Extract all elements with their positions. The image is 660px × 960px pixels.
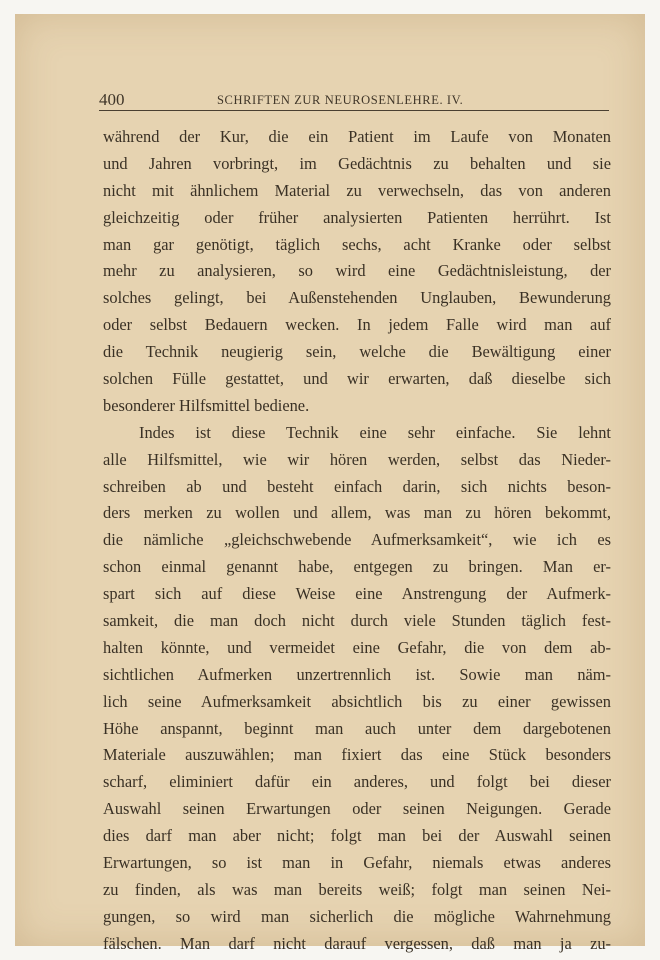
text-line: Höhe anspannt, beginnt man auch unter dem dargebotenen xyxy=(103,718,611,738)
text-line: dies darf man aber nicht; folgt man bei der Auswahl seinen xyxy=(103,826,611,846)
text-line: die Technik neugierig sein, welche die Bewältigung einer xyxy=(103,342,611,362)
text-line: mehr zu analysieren, so wird eine Gedächtnisleistung, der xyxy=(103,261,611,281)
text-line: solchen Fülle gestattet, und wir erwarten, daß dieselbe sich xyxy=(103,369,611,389)
text-line: Indes ist diese Technik eine sehr einfache. Sie lehnt xyxy=(139,422,611,442)
page-number: 400 xyxy=(99,90,125,109)
text-line: und Jahren vorbringt, im Gedächtnis zu behalten und sie xyxy=(103,153,611,173)
text-line: solches gelingt, bei Außenstehenden Unglauben, Bewunderung xyxy=(103,288,611,308)
text-line: schon einmal genannt habe, entgegen zu bringen. Man er- xyxy=(103,557,611,577)
text-line: besonderer Hilfsmittel bediene. xyxy=(103,395,310,415)
text-line: ders merken zu wollen und allem, was man zu hören bekommt, xyxy=(103,503,611,523)
text-line: während der Kur, die ein Patient im Laufe von Monaten xyxy=(103,127,611,146)
text-line: scharf, eliminiert dafür ein anderes, und folgt bei dieser xyxy=(103,772,611,792)
text-line: schreiben ab und besteht einfach darin, sich nichts beson- xyxy=(103,476,611,496)
body-text xyxy=(103,124,611,958)
text-line: sichtlichen Aufmerken unzertrennlich ist. Sowie man näm- xyxy=(103,664,611,684)
text-line: gleichzeitig oder früher analysierten Patienten herrührt. Ist xyxy=(103,207,611,227)
text-line: gungen, so wird man sicherlich die mögliche Wahrnehmung xyxy=(103,906,611,926)
running-title: SCHRIFTEN ZUR NEUROSENLEHRE. IV. xyxy=(217,93,464,107)
text-line: man gar genötigt, täglich sechs, acht Kranke oder selbst xyxy=(103,234,611,254)
text-line: nicht mit ähnlichem Material zu verwechseln, das von anderen xyxy=(103,180,611,200)
text-line: fälschen. Man darf nicht darauf vergessen, daß man ja zu- xyxy=(103,933,611,953)
text-line: Materiale auszuwählen; man fixiert das eine Stück besonders xyxy=(103,745,611,765)
text-line: Auswahl seinen Erwartungen oder seinen Neigungen. Gerade xyxy=(103,799,611,819)
text-line: halten könnte, und vermeidet eine Gefahr, die von dem ab- xyxy=(103,637,611,657)
text-line: zu finden, als was man bereits weiß; folgt man seinen Nei- xyxy=(103,879,611,899)
text-line: spart sich auf diese Weise eine Anstrengung der Aufmerk- xyxy=(103,584,611,604)
text-line: samkeit, die man doch nicht durch viele Stunden täglich fest- xyxy=(103,611,611,631)
text-line: die nämliche „gleichschwebende Aufmerksamkeit“, wie ich es xyxy=(103,530,611,550)
text-line: lich seine Aufmerksamkeit absichtlich bis zu einer gewissen xyxy=(103,691,611,711)
text-line: oder selbst Bedauern wecken. In jedem Falle wird man auf xyxy=(103,315,611,335)
text-line: alle Hilfsmittel, wie wir hören werden, selbst das Nieder- xyxy=(103,449,611,469)
header-rule xyxy=(99,110,609,111)
text-line: Erwartungen, so ist man in Gefahr, niemals etwas anderes xyxy=(103,853,611,873)
